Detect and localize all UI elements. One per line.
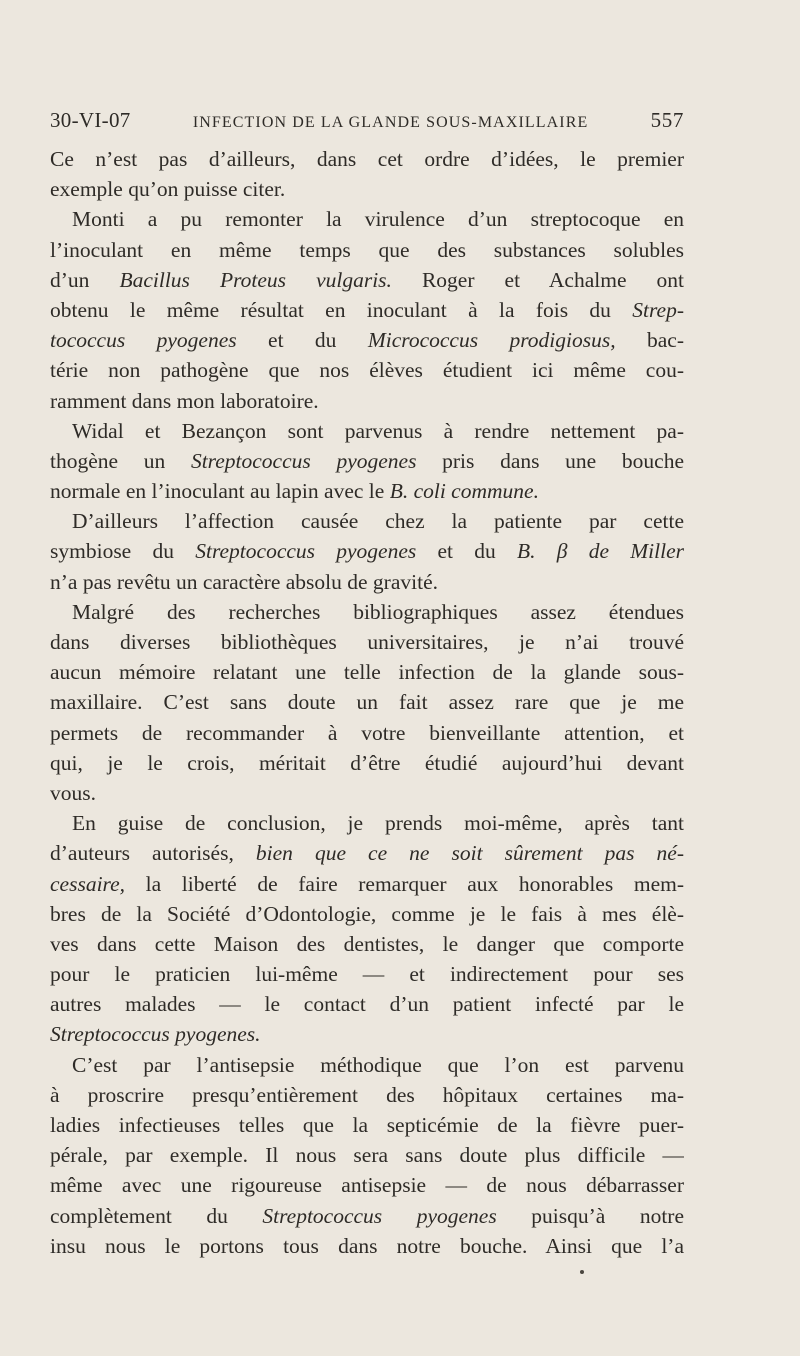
text-line: à proscrire presqu’entièrement des hôpitaux certaines ma-	[50, 1082, 684, 1107]
italic-text: Streptococcus pyogenes	[195, 539, 417, 564]
text-line: Ce n’est pas d’ailleurs, dans cet ordre d’idées, le premier	[50, 147, 684, 171]
text-line	[50, 476, 684, 506]
text-span: la liberté de faire remarquer aux honorables mem-	[125, 871, 684, 896]
italic-text: Streptococcus pyogenes	[190, 448, 417, 473]
text-span: complètement du	[50, 1203, 263, 1228]
text-line: même avec une rigoureuse antisepsie — de nous débarrasser	[50, 1173, 684, 1198]
header-title: INFECTION DE LA GLANDE SOUS-MAXILLAIRE	[192, 114, 589, 131]
running-header	[50, 108, 684, 138]
italic-text: B. coli commune.	[389, 479, 539, 504]
text-span: puisqu’à notre	[496, 1203, 684, 1228]
text-line: Monti a pu remonter la virulence d’un streptocoque en	[72, 207, 684, 232]
italic-text: Streptococcus pyogenes	[262, 1203, 497, 1228]
text-line: l’inoculant en même temps que des substances solubles	[50, 237, 684, 262]
text-span: et du	[236, 328, 368, 353]
text-line: dans diverses bibliothèques universitaires, je n’ai trouvé	[50, 630, 684, 654]
text-line	[50, 295, 684, 325]
text-line: Widal et Bezançon sont parvenus à rendre nettement pa-	[72, 418, 684, 443]
text-line: permets de recommander à votre bienveillante attention, et	[50, 720, 684, 745]
text-line	[50, 1201, 684, 1231]
text-line	[50, 536, 684, 566]
text-line: exemple qu’on puisse citer.	[50, 177, 286, 202]
text-line	[50, 869, 684, 899]
text-line: pérale, par exemple. Il nous sera sans doute plus difficile —	[50, 1143, 684, 1168]
italic-text: Micrococcus prodigiosus,	[367, 328, 616, 353]
text-line: Malgré des recherches bibliographiques assez étendues	[72, 599, 684, 624]
text-line	[50, 838, 684, 868]
text-span: et du	[416, 539, 518, 564]
header-date: 30-VI-07	[50, 108, 131, 132]
text-line: qui, je le crois, méritait d’être étudié aujourd’hui devant	[50, 750, 684, 775]
italic-text: Streptococcus pyogenes.	[50, 1022, 261, 1047]
text-line: D’ailleurs l’affection causée chez la patiente par cette	[72, 509, 684, 534]
text-line: C’est par l’antisepsie méthodique que l’on est parvenu	[72, 1052, 684, 1077]
text-span: symbiose du	[50, 539, 196, 564]
text-span: bac-	[615, 328, 684, 353]
italic-text: tococcus pyogenes	[50, 328, 237, 353]
text-line	[50, 265, 684, 295]
text-span: d’un	[50, 267, 120, 292]
text-span: obtenu le même résultat en inoculant à la fois du	[50, 297, 633, 322]
text-line: n’a pas revêtu un caractère absolu de gravité.	[50, 569, 438, 594]
italic-text: Bacillus Proteus vulgaris.	[119, 267, 392, 292]
italic-text: Strep-	[632, 297, 684, 322]
italic-text: B. β de Miller	[517, 539, 684, 564]
text-line: ladies infectieuses telles que la septicémie de la fièvre puer-	[50, 1113, 684, 1137]
text-span: pris dans une bouche	[416, 448, 684, 473]
italic-text: bien que ce ne soit sûrement pas né-	[255, 841, 684, 866]
text-span: normale en l’inoculant au lapin avec le	[50, 479, 390, 504]
text-line: vous.	[50, 780, 96, 805]
text-line: ves dans cette Maison des dentistes, le danger que comporte	[50, 931, 684, 956]
paper-speck	[580, 1270, 584, 1274]
text-line: aucun mémoire relatant une telle infection de la glande sous-	[50, 660, 684, 685]
page-number: 557	[650, 108, 684, 132]
text-line	[50, 446, 684, 476]
text-line	[50, 325, 684, 355]
text-line: pour le praticien lui-même — et indirectement pour ses	[50, 962, 684, 987]
body-text	[50, 144, 684, 1261]
text-line: ramment dans mon laboratoire.	[50, 388, 319, 413]
text-line: insu nous le portons tous dans notre bouche. Ainsi que l’a	[50, 1233, 684, 1258]
text-line: autres malades — le contact d’un patient infecté par le	[50, 992, 684, 1017]
text-line: térie non pathogène que nos élèves étudient ici même cou-	[50, 358, 684, 383]
text-line: maxillaire. C’est sans doute un fait assez rare que je me	[50, 690, 684, 715]
text-span: Roger et Achalme ont	[391, 267, 684, 292]
text-span: thogène un	[50, 448, 191, 473]
text-span: d’auteurs autorisés,	[50, 841, 256, 866]
text-line	[50, 1019, 684, 1049]
text-line: En guise de conclusion, je prends moi-même, après tant	[72, 811, 684, 836]
text-line: bres de la Société d’Odontologie, comme je le fais à mes élè-	[50, 901, 684, 926]
italic-text: cessaire,	[50, 871, 126, 896]
